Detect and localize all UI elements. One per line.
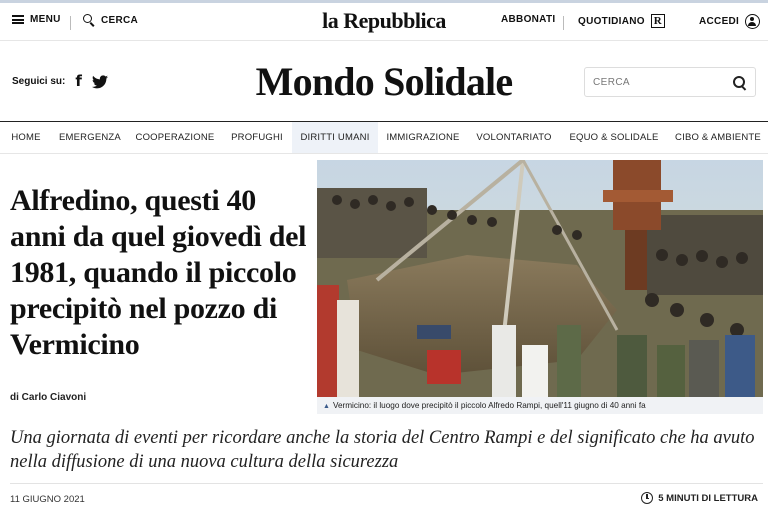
subscribe-link[interactable]: ABBONATI [501, 14, 556, 25]
menu-label: MENU [30, 14, 61, 25]
nav-item-diritti-umani[interactable]: DIRITTI UMANI [292, 122, 378, 153]
section-nav [0, 121, 768, 154]
reading-time-label: 5 MINUTI DI LETTURA [658, 492, 758, 504]
topbar-divider [563, 16, 564, 30]
article-divider [10, 483, 763, 484]
nav-item-equo-solidale[interactable]: EQUO & SOLIDALE [569, 132, 659, 143]
section-search-box [584, 67, 756, 97]
article-subtitle: Una giornata di eventi per ricordare anche la storia del Centro Rampi e del significato che ha avuto nella diffusione di una nuova cultura della sicurezza [10, 428, 755, 472]
clock-icon [641, 492, 653, 504]
user-icon [745, 14, 760, 29]
login-button[interactable] [699, 14, 760, 29]
top-bar [0, 3, 768, 41]
article-byline[interactable]: di Carlo Ciavoni [10, 392, 87, 403]
login-label: ACCEDI [699, 16, 740, 27]
article-headline: Alfredino, questi 40 anni da quel giovedì del 1981, quando il piccolo precipitò nel pozzo di Vermicino [10, 184, 307, 361]
photo-caption [317, 397, 763, 414]
repubblica-r-icon: R [651, 14, 665, 28]
newspaper-label: QUOTIDIANO [578, 15, 645, 27]
reading-time [641, 492, 758, 504]
facebook-icon[interactable]: f [75, 72, 82, 90]
nav-item-home[interactable]: HOME [11, 132, 41, 143]
nav-item-profughi[interactable]: PROFUGHI [231, 132, 283, 143]
newspaper-link[interactable] [578, 14, 665, 28]
nav-item-cibo-ambiente[interactable]: CIBO & AMBIENTE [675, 132, 761, 143]
article-date: 11 GIUGNO 2021 [10, 494, 85, 505]
search-label: CERCA [101, 14, 139, 26]
search-icon[interactable] [733, 76, 747, 90]
nav-item-emergenza[interactable]: EMERGENZA [59, 132, 121, 143]
nav-item-cooperazione[interactable]: COOPERAZIONE [135, 132, 215, 143]
search-input[interactable] [593, 74, 723, 90]
follow-label: Seguici su: [12, 76, 66, 87]
caption-triangle-icon: ▲ [323, 403, 330, 410]
nav-item-immigrazione[interactable]: IMMIGRAZIONE [386, 132, 460, 143]
brand-logo[interactable]: la Repubblica [322, 8, 446, 33]
article-photo [317, 160, 763, 397]
caption-text: Vermicino: il luogo dove precipitò il piccolo Alfredo Rampi, quell'11 giugno di 40 anni fa [332, 401, 646, 410]
section-title[interactable]: Mondo Solidale [255, 59, 513, 104]
nav-item-volontariato[interactable]: VOLONTARIATO [476, 132, 552, 143]
